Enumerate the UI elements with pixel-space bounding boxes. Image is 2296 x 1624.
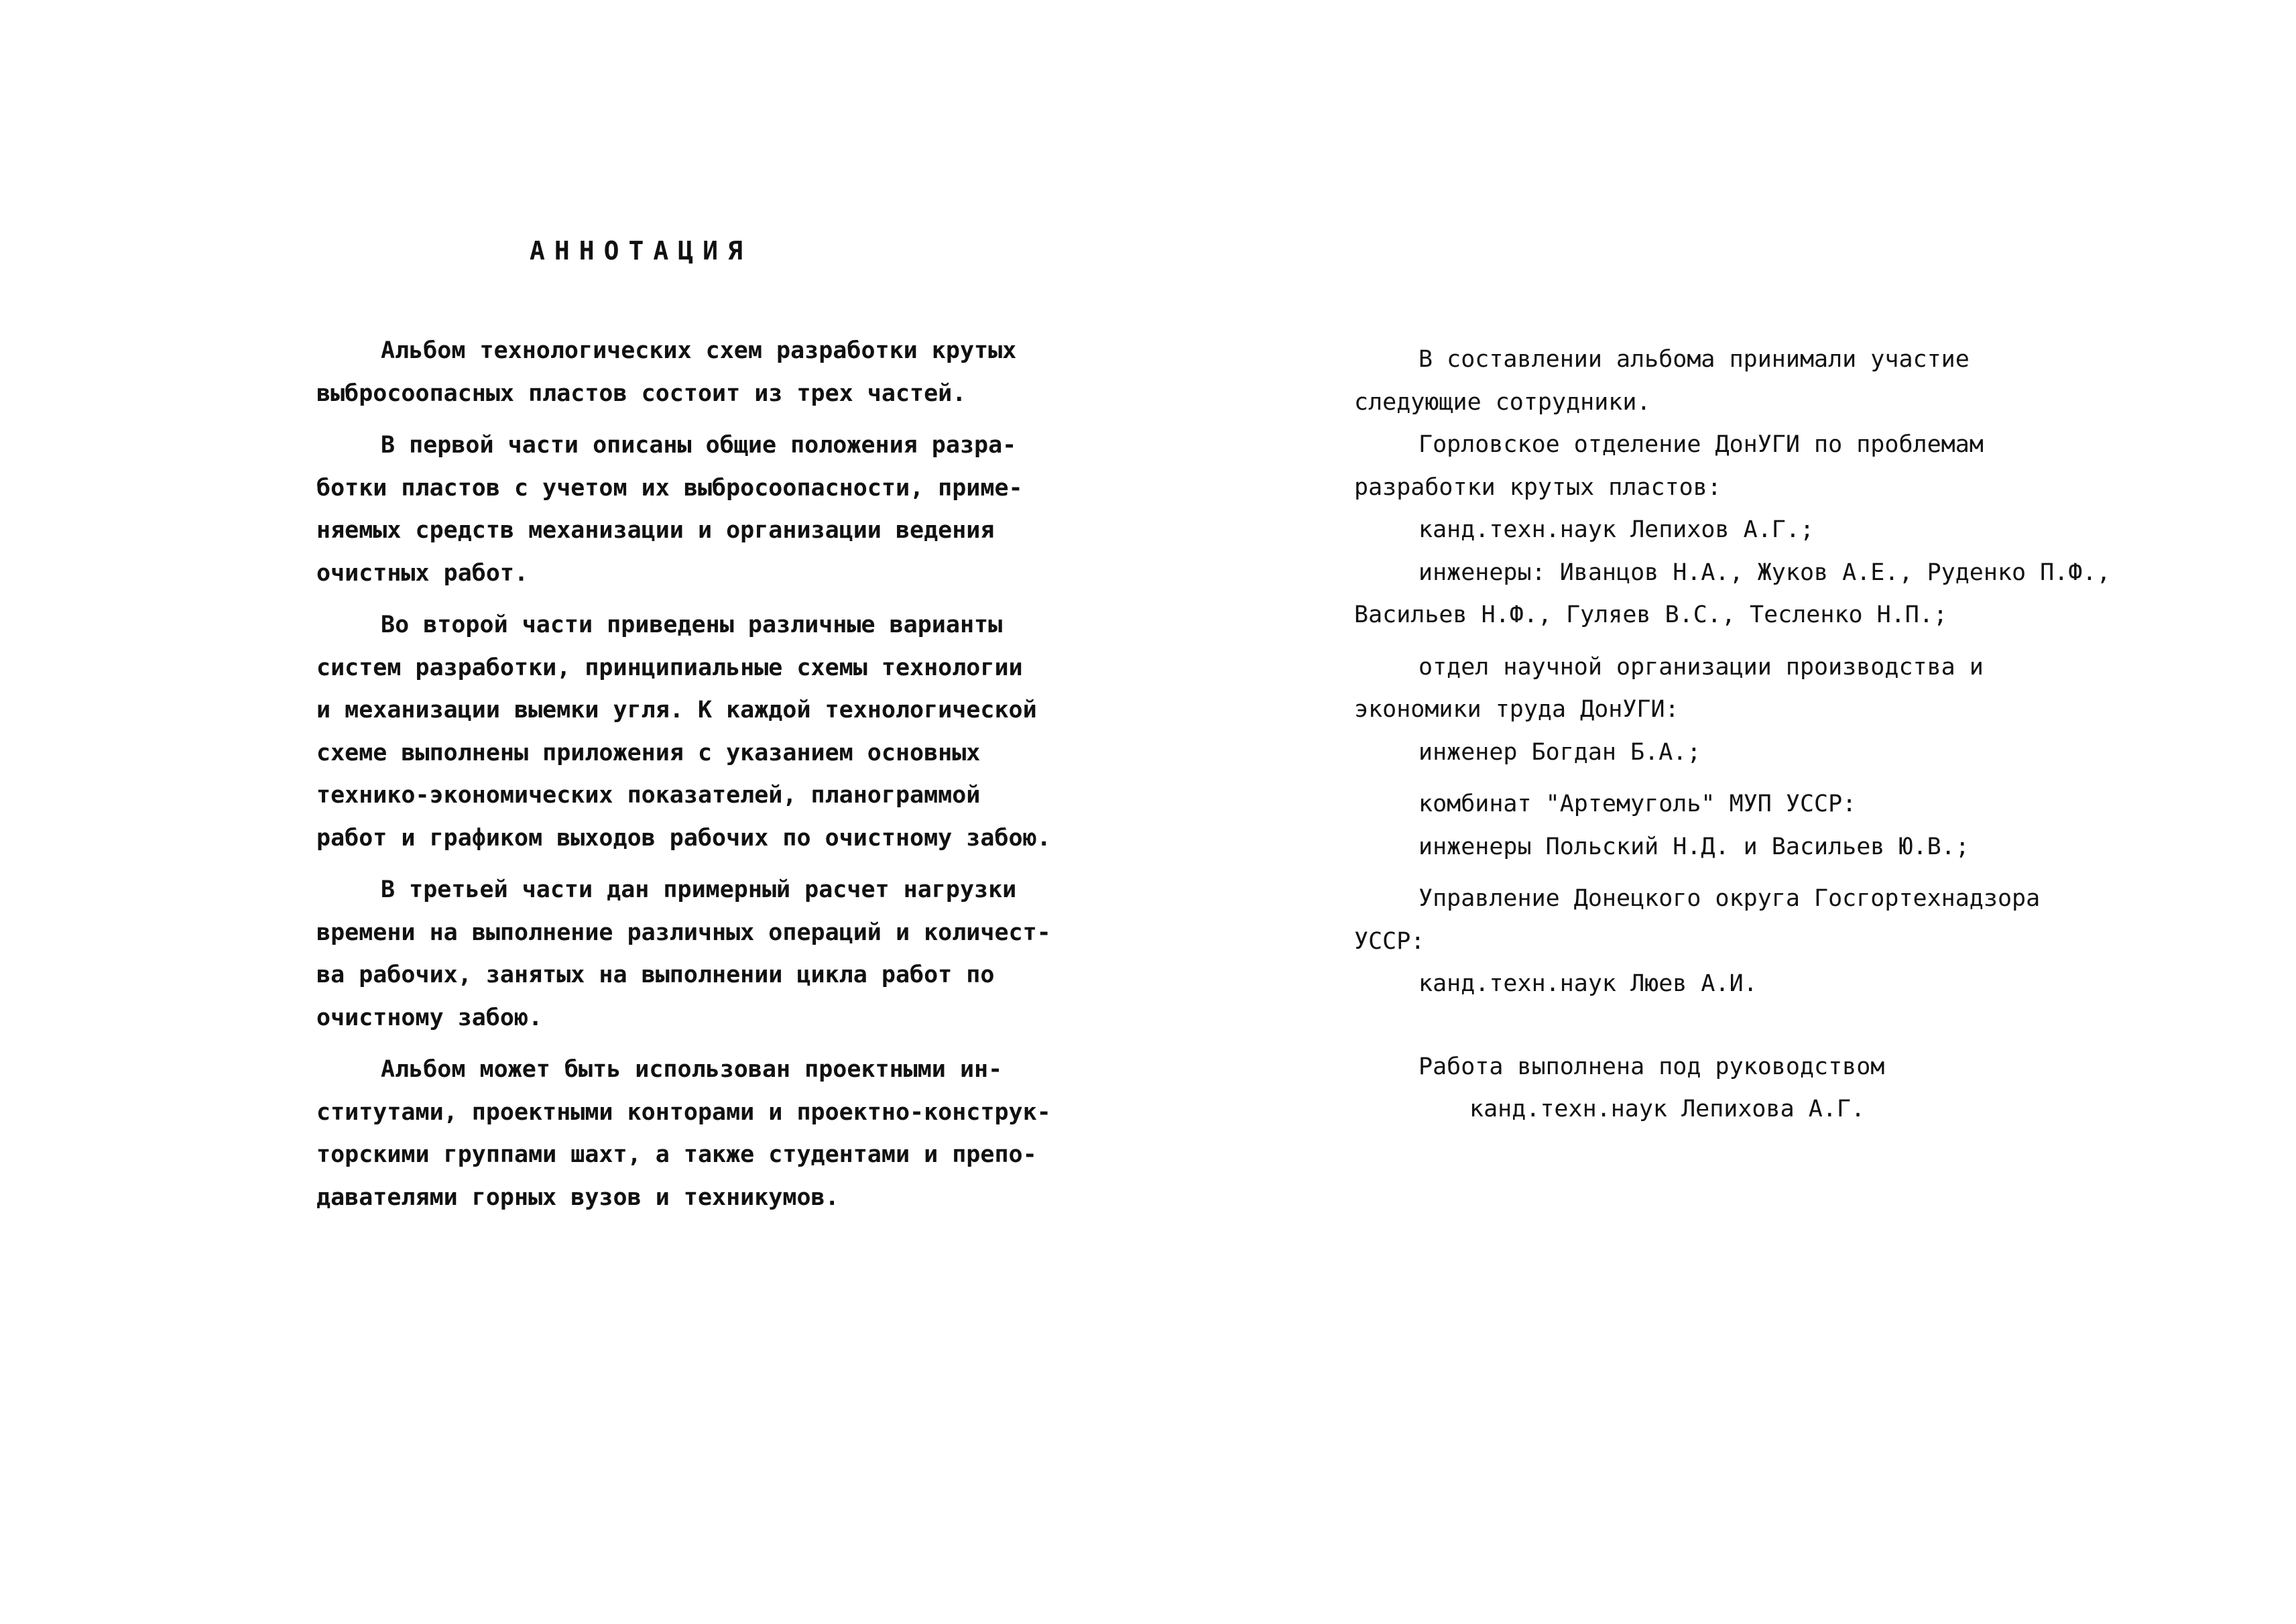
text-line: ститутами, проектными конторами и проектно-конструк-	[316, 1098, 1051, 1126]
text-line: УССР:	[1354, 927, 1425, 955]
text-line: инженеры: Иванцов Н.А., Жуков А.Е., Руденко П.Ф.,	[1418, 559, 2111, 586]
text-line: В третьей части дан примерный расчет нагрузки	[381, 876, 1017, 903]
text-line: очистному забою.	[316, 1004, 543, 1031]
text-line: работ и графиком выходов рабочих по очистному забою.	[316, 824, 1051, 852]
text-line: разработки крутых пластов:	[1354, 473, 1721, 501]
text-line: В составлении альбома принимали участие	[1418, 346, 1970, 373]
text-line: Альбом технологических схем разработки крутых	[381, 337, 1017, 364]
contributors-right-column	[1354, 339, 2145, 1131]
text-line: торскими группами шахт, а также студентами и препо-	[316, 1141, 1037, 1168]
text-line: технико-экономических показателей, планограммой	[316, 782, 981, 809]
text-line: няемых средств механизации и организации ведения	[316, 517, 995, 544]
text-line: экономики труда ДонУГИ:	[1354, 696, 1679, 723]
text-line: следующие сотрудники.	[1354, 388, 1651, 416]
text-line: канд.техн.наук Люев А.И.	[1418, 970, 1758, 997]
text-line: Во второй части приведены различные варианты	[381, 612, 1003, 638]
text-line: Горловское отделение ДонУГИ по проблемам	[1418, 431, 1984, 458]
text-line: схеме выполнены приложения с указанием основных	[316, 739, 981, 766]
text-line: и механизации выемки угля. К каждой технологической	[316, 697, 1037, 723]
text-line: давателями горных вузов и техникумов.	[316, 1183, 839, 1211]
text-line: времени на выполнение различных операций и количест-	[316, 919, 1051, 946]
text-line: комбинат "Артемуголь" МУП УССР:	[1418, 791, 1857, 817]
text-line: Управление Донецкого округа Госгортехнадзора	[1418, 885, 2041, 912]
text-line: инженеры Польский Н.Д. и Васильев Ю.В.;	[1418, 833, 1970, 860]
annotation-left-column	[316, 330, 1054, 1219]
text-line: инженер Богдан Б.А.;	[1418, 738, 1701, 766]
text-line: В первой части описаны общие положения разра-	[381, 432, 1017, 459]
page-title: АННОТАЦИЯ	[530, 236, 752, 266]
text-line: выбросоопасных пластов состоит из трех частей.	[316, 380, 967, 407]
text-line: очистных работ.	[316, 559, 529, 587]
text-line: канд.техн.наук Лепихов А.Г.;	[1418, 516, 1815, 543]
text-line: Васильев Н.Ф., Гуляев В.С., Тесленко Н.П.;	[1354, 601, 1948, 628]
text-line: канд.техн.наук Лепихова А.Г.	[1469, 1096, 1866, 1122]
text-line: ва рабочих, занятых на выполнении цикла работ по	[316, 962, 995, 988]
text-line: ботки пластов с учетом их выбросоопасности, приме-	[316, 474, 1023, 502]
text-line: систем разработки, принципиальные схемы технологии	[316, 654, 1023, 681]
text-line: Альбом может быть использован проектными ин-	[381, 1056, 1003, 1083]
text-line: Работа выполнена под руководством	[1418, 1053, 1885, 1080]
text-line: отдел научной организации производства и	[1418, 653, 1984, 681]
